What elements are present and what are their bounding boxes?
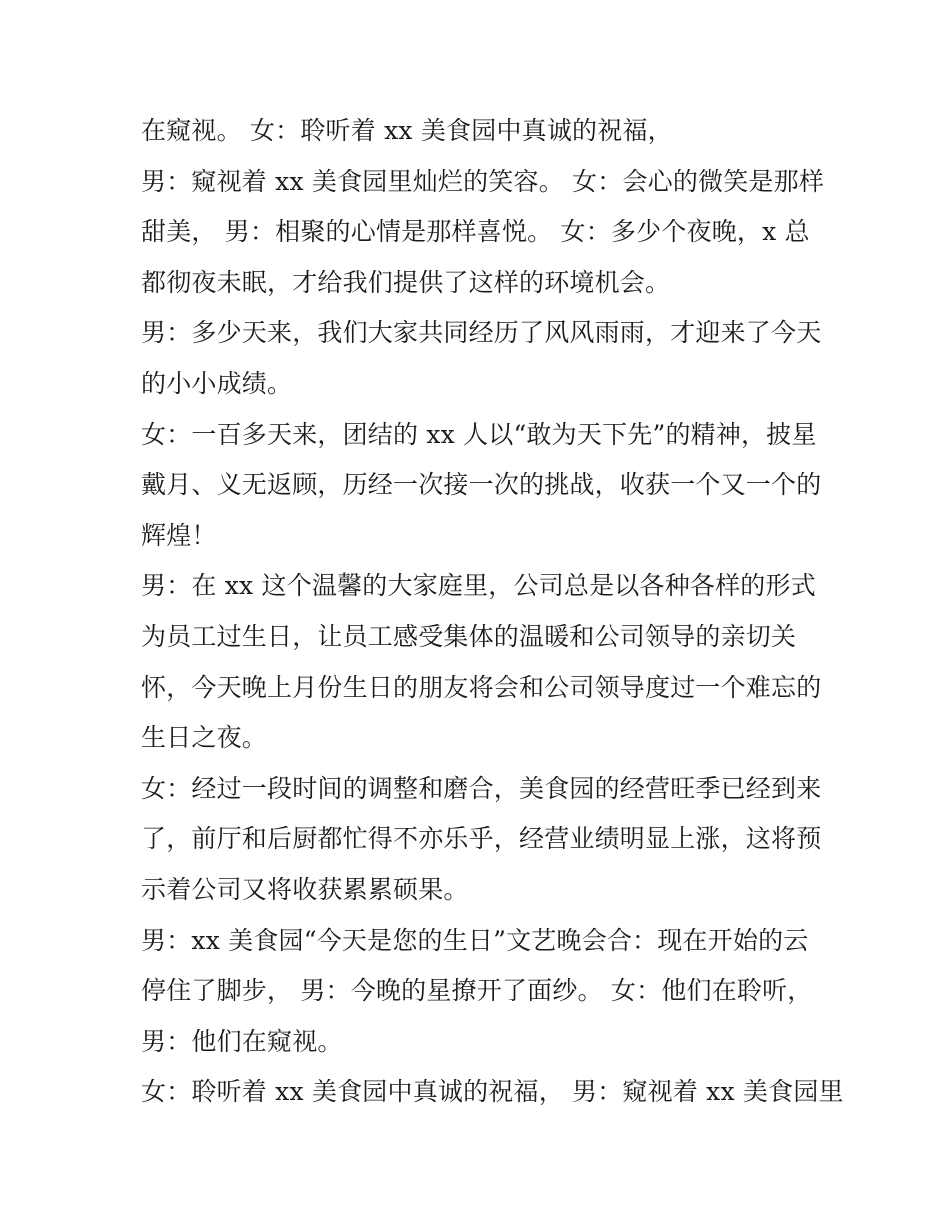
text-line: 女：经过一段时间的调整和磨合，美食园的经营旺季已经到来 — [141, 773, 822, 803]
text-line: 了，前厅和后厨都忙得不亦乐乎，经营业绩明显上涨，这将预 — [141, 824, 822, 854]
text-line: 停住了脚步， 男：今晚的星撩开了面纱。 女：他们在聆听， — [141, 976, 813, 1006]
text-line: 女：聆听着 xx 美食园中真诚的祝福， 男：窥视着 xx 美食园里 — [141, 1077, 844, 1107]
document-body — [141, 106, 844, 1118]
text-line: 在窥视。 女：聆听着 xx 美食园中真诚的祝福， — [141, 116, 673, 145]
text-line: 戴月、义无返顾，历经一次接一次的挑战，收获一个又一个的 — [141, 470, 822, 500]
text-line: 为员工过生日，让员工感受集体的温暖和公司领导的亲切关 — [141, 621, 797, 651]
text-line: 甜美， 男：相聚的心情是那样喜悦。 女：多少个夜晚，x 总 — [141, 217, 810, 247]
text-line: 男：在 xx 这个温馨的大家庭里，公司总是以各种各样的形式 — [141, 571, 816, 601]
text-line: 辉煌！ — [141, 520, 217, 550]
text-line: 生日之夜。 — [141, 723, 268, 753]
text-line: 示着公司又将收获累累硕果。 — [141, 874, 469, 904]
text-line: 男：xx 美食园“今天是您的生日”文艺晚会合：现在开始的云 — [141, 925, 809, 955]
text-line: 怀，今天晚上月份生日的朋友将会和公司领导度过一个难忘的 — [141, 672, 822, 702]
text-line: 女：一百多天来，团结的 xx 人以“敢为天下先”的精神，披星 — [141, 419, 817, 449]
text-line: 男：多少天来，我们大家共同经历了风风雨雨，才迎来了今天 — [141, 318, 822, 348]
text-line: 的小小成绩。 — [141, 368, 293, 398]
text-line: 男：他们在窥视。 — [141, 1026, 343, 1056]
text-line: 都彻夜未眠，才给我们提供了这样的环境机会。 — [141, 267, 671, 297]
text-line: 男：窥视着 xx 美食园里灿烂的笑容。 女：会心的微笑是那样 — [141, 166, 825, 196]
